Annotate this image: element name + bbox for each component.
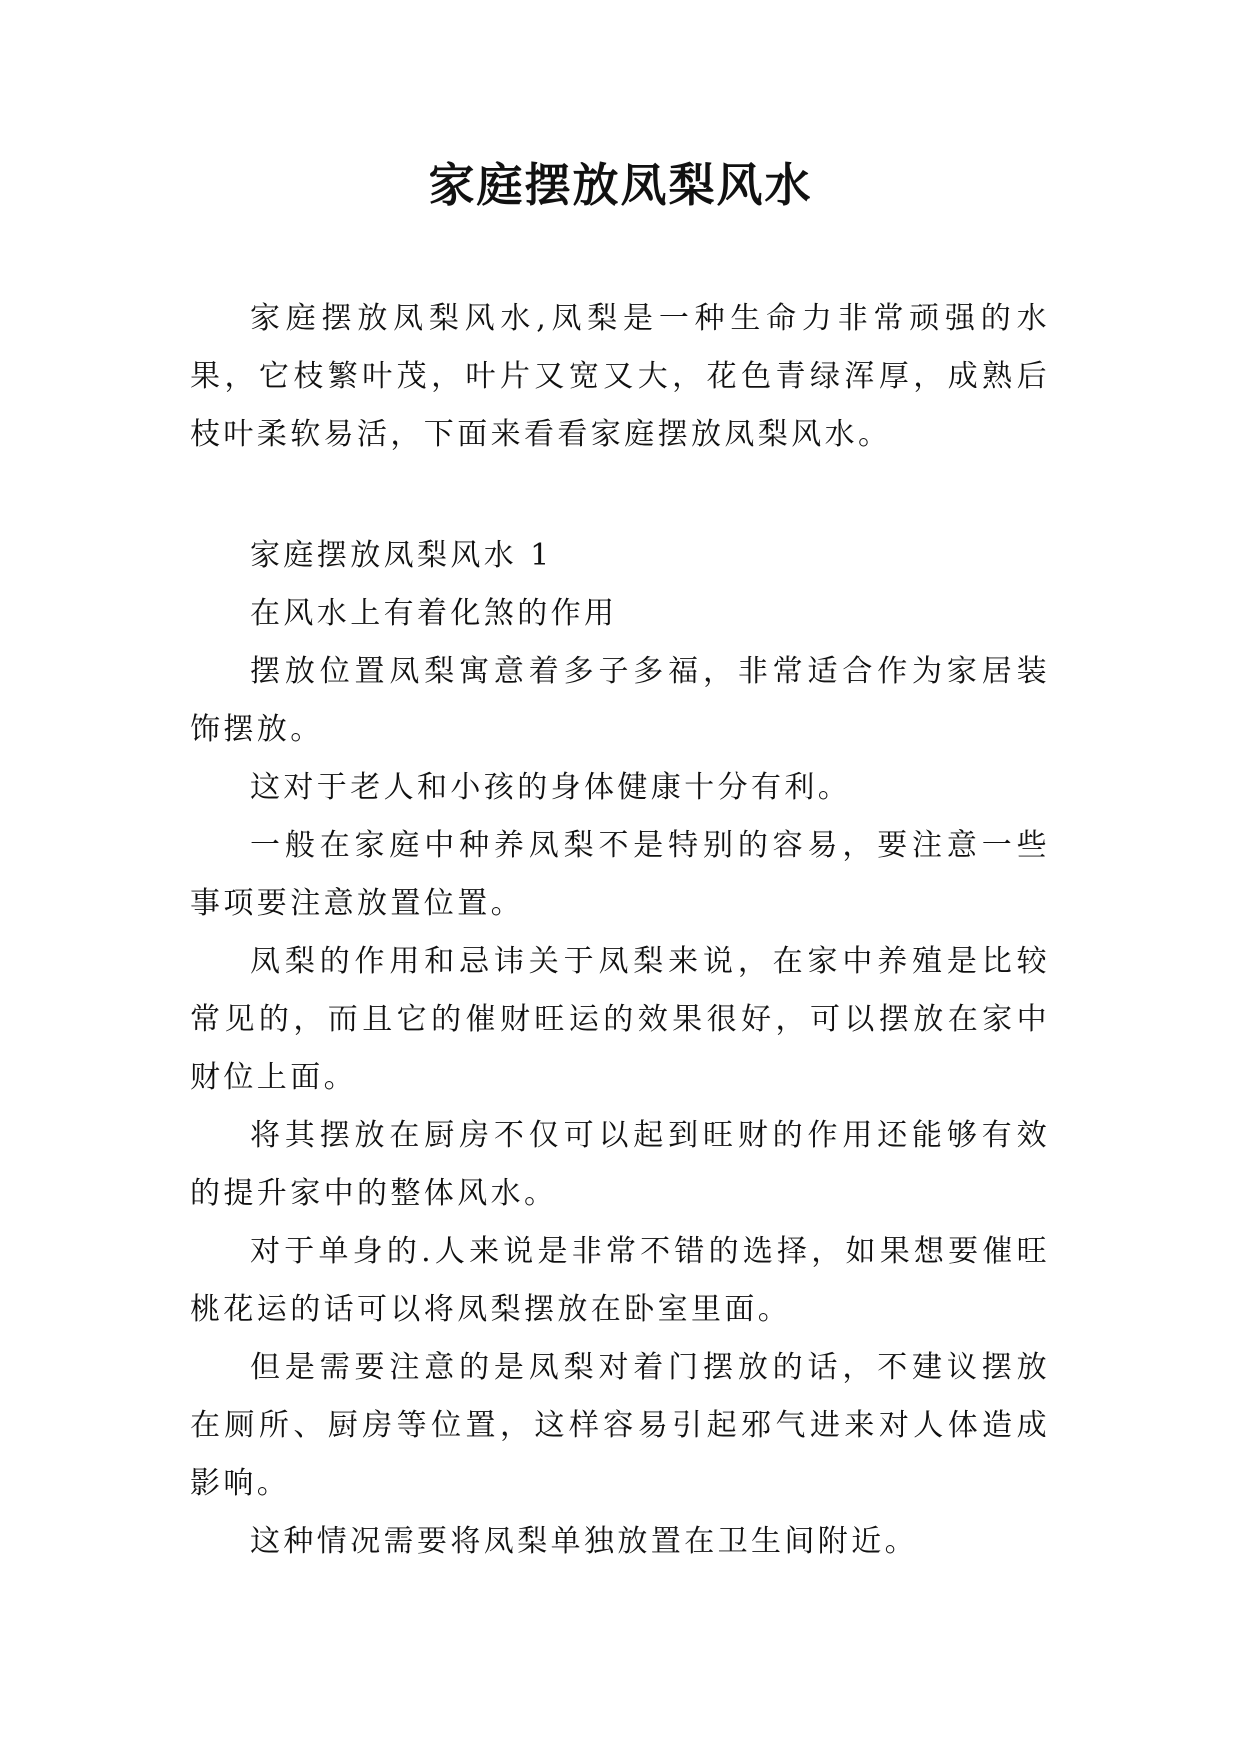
body-paragraph: 对于单身的.人来说是非常不错的选择，如果想要催旺桃花运的话可以将凤梨摆放在卧室里面。 — [190, 1234, 1050, 1327]
body-paragraph: 这对于老人和小孩的身体健康十分有利。 — [250, 770, 852, 805]
document-body — [190, 290, 1050, 1571]
section-heading: 家庭摆放凤梨风水 1 — [250, 538, 553, 573]
body-paragraph: 在风水上有着化煞的作用 — [250, 596, 618, 631]
body-paragraph: 一般在家庭中种养凤梨不是特别的容易，要注意一些事项要注意放置位置。 — [190, 828, 1050, 921]
intro-paragraph: 家庭摆放凤梨风水,凤梨是一种生命力非常顽强的水果，它枝繁叶茂，叶片又宽又大，花色青绿浑厚，成熟后枝叶柔软易活，下面来看看家庭摆放凤梨风水。 — [190, 301, 1050, 452]
page-title: 家庭摆放凤梨风水 — [428, 158, 813, 212]
body-paragraph: 但是需要注意的是凤梨对着门摆放的话，不建议摆放在厕所、厨房等位置，这样容易引起邪气进来对人体造成影响。 — [190, 1350, 1050, 1501]
body-paragraph: 摆放位置凤梨寓意着多子多福，非常适合作为家居装饰摆放。 — [190, 654, 1050, 747]
body-paragraph: 这种情况需要将凤梨单独放置在卫生间附近。 — [250, 1524, 918, 1559]
section-spacer — [190, 464, 1050, 527]
body-paragraph: 凤梨的作用和忌讳关于凤梨来说，在家中养殖是比较常见的，而且它的催财旺运的效果很好，可以摆放在家中财位上面。 — [190, 944, 1050, 1095]
body-paragraph: 将其摆放在厨房不仅可以起到旺财的作用还能够有效的提升家中的整体风水。 — [190, 1118, 1050, 1211]
